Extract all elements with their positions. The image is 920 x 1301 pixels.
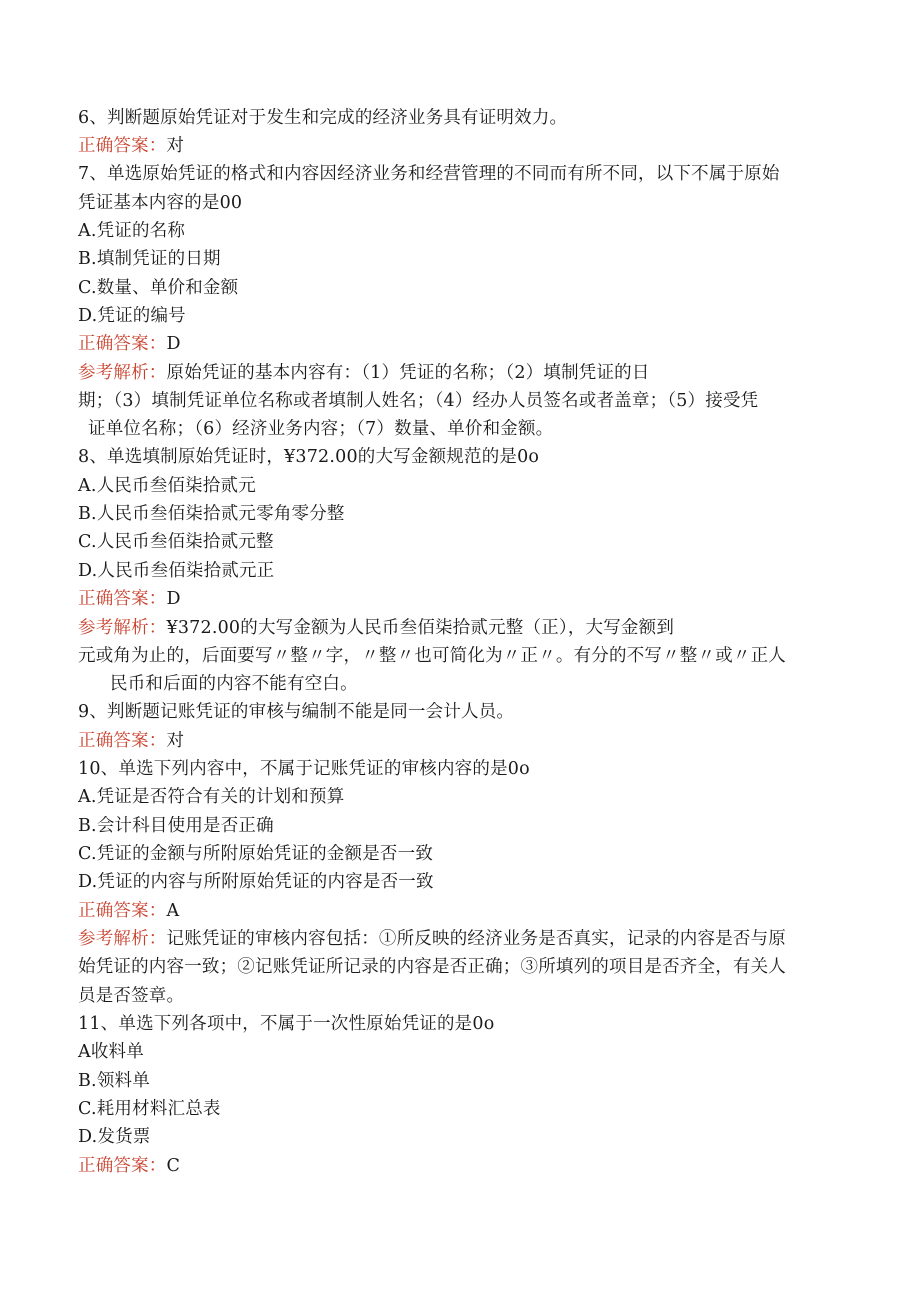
- q8-option-d: D.人民币叁佰柒拾贰元正: [78, 561, 275, 581]
- q8-option-c: C.人民币叁佰柒拾贰元整: [78, 532, 274, 552]
- q7-analysis-line3: 证单位名称；（6）经济业务内容；（7）数量、单价和金额。: [88, 419, 554, 439]
- q8-option-a: A.人民币叁佰柒拾贰元: [78, 476, 256, 496]
- q11-question: 11、单选下列各项中，不属于一次性原始凭证的是0o: [78, 1014, 495, 1034]
- analysis-label: 参考解析：: [78, 929, 167, 949]
- q8-analysis-text1: ¥372.00的大写金额为人民币叁佰柒拾贰元整（正），大写金额到: [166, 618, 675, 638]
- q10-question: 10、单选下列内容中，不属于记账凭证的审核内容的是0o: [78, 759, 530, 779]
- q6-question: 6、判断题原始凭证对于发生和完成的经济业务具有证明效力。: [78, 108, 568, 128]
- q9-answer-line: [78, 727, 184, 755]
- q9-answer: 对: [166, 731, 185, 751]
- q11-answer: C: [166, 1156, 181, 1176]
- q7-analysis-line1: [78, 359, 650, 387]
- q11-option-a: A收料单: [78, 1042, 144, 1062]
- q8-analysis-line2: 元或角为止的，后面要写〃整〃字，〃整〃也可简化为〃正〃。有分的不写〃整〃或〃正人: [78, 646, 786, 666]
- q9-question: 9、判断题记账凭证的审核与编制不能是同一会计人员。: [78, 702, 515, 722]
- q8-option-b: B.人民币叁佰柒拾贰元零角零分整: [78, 504, 345, 524]
- q11-option-b: B.领料单: [78, 1071, 150, 1091]
- answer-label: 正确答案：: [78, 334, 167, 354]
- q10-option-c: C.凭证的金额与所附原始凭证的金额是否一致: [78, 844, 434, 864]
- answer-label: 正确答案：: [78, 901, 167, 921]
- q6-answer: 对: [166, 136, 185, 156]
- q8-answer: D: [166, 589, 181, 609]
- q7-answer-line: [78, 330, 181, 358]
- q6-answer-line: [78, 132, 184, 160]
- q10-option-b: B.会计科目使用是否正确: [78, 816, 274, 836]
- q7-question-line1: 7、单选原始凭证的格式和内容因经济业务和经营管理的不同而有所不同，以下不属于原始: [78, 164, 780, 184]
- q8-analysis-line1: [78, 614, 674, 642]
- q7-option-c: C.数量、单价和金额: [78, 278, 239, 298]
- q11-answer-line: [78, 1152, 180, 1180]
- q7-analysis-line2: 期；（3）填制凭证单位名称或者填制人姓名；（4）经办人员签名或者盖章；（5）接受凭: [78, 391, 759, 411]
- answer-label: 正确答案：: [78, 1156, 167, 1176]
- q10-analysis-text1: 记账凭证的审核内容包括：①所反映的经济业务是否真实，记录的内容是否与原: [166, 929, 786, 949]
- answer-label: 正确答案：: [78, 589, 167, 609]
- q7-answer: D: [166, 334, 181, 354]
- answer-label: 正确答案：: [78, 136, 167, 156]
- q7-analysis-text1: 原始凭证的基本内容有：（1）凭证的名称；（2）填制凭证的日: [166, 363, 650, 383]
- q8-answer-line: [78, 585, 181, 613]
- q11-option-d: D.发货票: [78, 1127, 151, 1147]
- q10-option-a: A.凭证是否符合有关的计划和预算: [78, 787, 345, 807]
- q7-option-b: B.填制凭证的日期: [78, 249, 221, 269]
- q10-answer-line: [78, 897, 179, 925]
- q8-question: 8、单选填制原始凭证时，¥372.00的大写金额规范的是0o: [78, 447, 540, 467]
- analysis-label: 参考解析：: [78, 363, 167, 383]
- q7-option-a: A.凭证的名称: [78, 221, 186, 241]
- q10-analysis-line3: 员是否签章。: [78, 986, 185, 1006]
- q10-analysis-line1: [78, 925, 786, 953]
- analysis-label: 参考解析：: [78, 618, 167, 638]
- q7-question-line2: 凭证基本内容的是00: [78, 193, 243, 213]
- q10-option-d: D.凭证的内容与所附原始凭证的内容是否一致: [78, 872, 434, 892]
- answer-label: 正确答案：: [78, 731, 167, 751]
- q11-option-c: C.耗用材料汇总表: [78, 1099, 221, 1119]
- q10-answer: A: [166, 901, 180, 921]
- q7-option-d: D.凭证的编号: [78, 306, 186, 326]
- q10-analysis-line2: 始凭证的内容一致；②记账凭证所记录的内容是否正确；③所填列的项目是否齐全，有关人: [78, 957, 786, 977]
- q8-analysis-line3: 民币和后面的内容不能有空白。: [110, 674, 358, 694]
